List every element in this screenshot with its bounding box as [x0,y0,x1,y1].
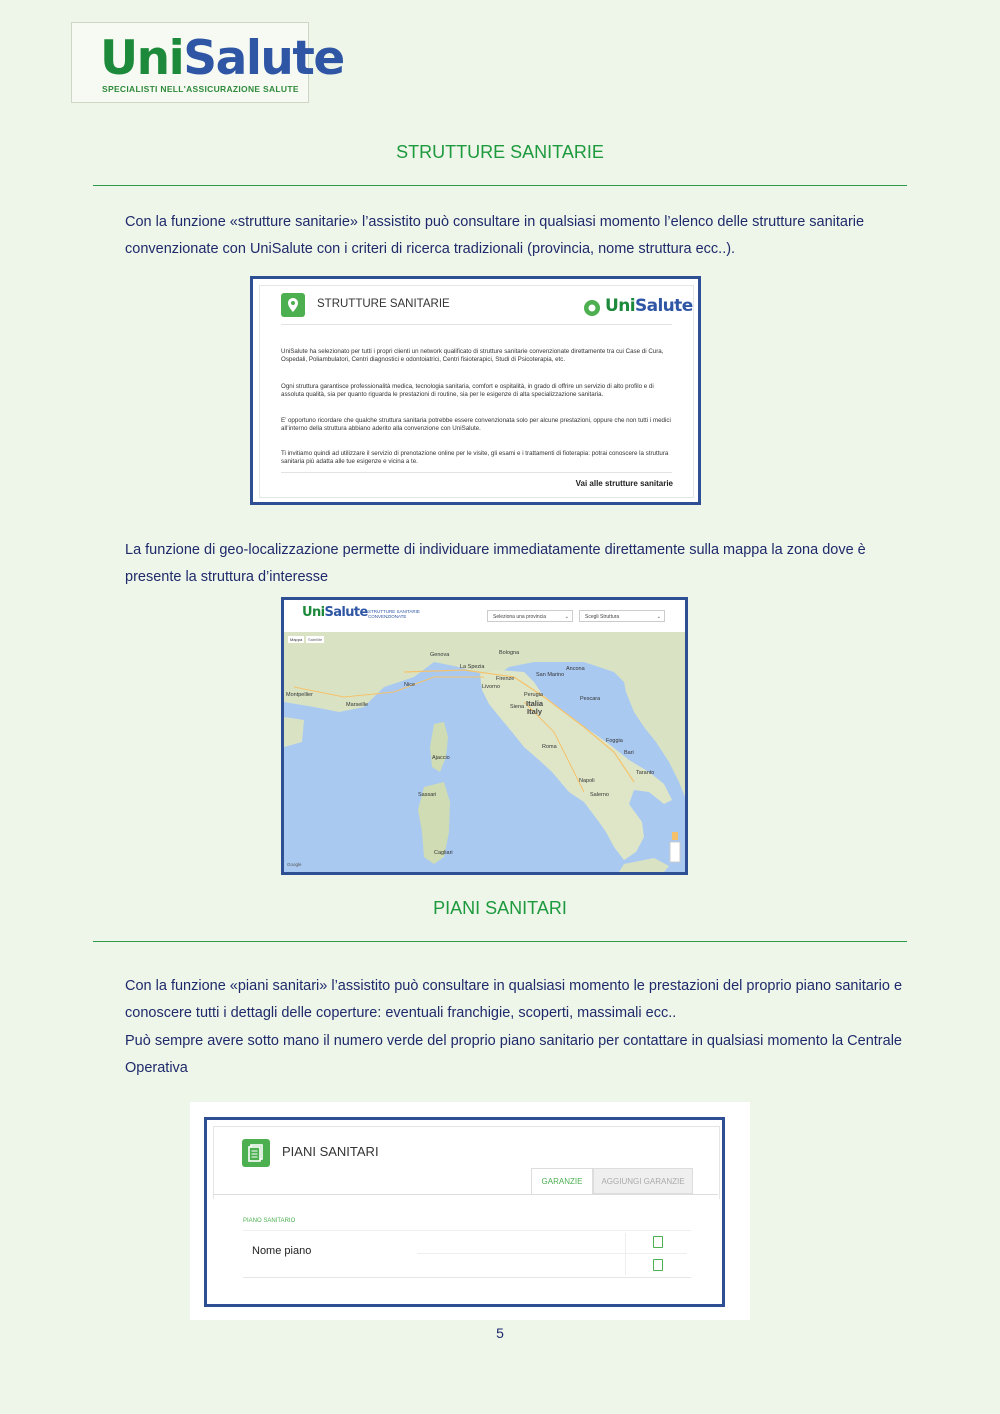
card-text-2: Ogni struttura garantisce professionalità medica, tecnologia sanitaria, comfort e ospitalità, in grado di offrire un servizio di alto profilo e di assoluta qualità, sia per quanto riguarda le prestazioni di routine, sia per le esigenze di alta specializzazione sanitaria. [281,383,654,398]
structure-select[interactable] [579,610,665,622]
structure-select-label: Scegli Struttura [585,614,620,620]
province-select[interactable] [487,610,573,622]
card-text-3: E’ opportuno ricordare che qualche struttura sanitaria potrebbe essere convenzionata solo per alcune prestazioni, oppure che non tutti i medici all’interno della struttura abbiano aderito alla convenzione con UniSalute. [281,417,671,432]
card-divider [281,324,672,325]
logo-wordmark [100,31,344,86]
city-label: Livorno [482,684,501,690]
document-icon[interactable] [653,1259,663,1271]
card-text-1: UniSalute ha selezionato per tutti i propri clienti un network qualificato di strutture sanitarie convenzionate direttamente tra cui Case di Cura, Ospedali, Poliambulatori, Centri diagnostici e odontoiatrici, Centri fisioterapici, Studi di Psicoterapia, etc. [281,348,664,363]
logo-word-uni: Uni [100,31,184,86]
city-label: Bologna [499,650,520,656]
tab-aggiungi-garanzie[interactable]: AGGIUNGI GARANZIE [593,1168,693,1194]
city-label: Taranto [636,770,655,776]
strutture-screenshot [250,276,701,505]
city-label: Pescara [580,696,601,702]
page-number: 5 [496,1325,504,1341]
tab-map[interactable]: Mappa [290,637,303,642]
city-label: Marseille [346,702,369,708]
map-screenshot [281,597,688,875]
row-divider [243,1230,691,1231]
country-label [526,700,543,716]
card-divider-bottom [281,472,672,473]
document-icon[interactable] [653,1236,663,1248]
piani-paragraph-1: Con la funzione «piani sanitari» l’assistito può consultare in qualsiasi momento le prestazioni del proprio piano sanitario e conoscere tutti i dettagli delle coperture: eventuali franchigie, scoperti, massimali ecc.. [125,978,903,1021]
piani-paragraph-2: Può sempre avere sotto mano il numero verde del proprio piano sanitario per contattare in qualsiasi momento la Centrale Operativa [125,1033,902,1076]
card-text-4: Ti invitiamo quindi ad utilizzare il servizio di prenotazione online per le visite, gli esami e i trattamenti di fioterapia: potrai conoscere la struttura sanitaria più adatta alle tue esigenze e vicina a te. [281,450,669,465]
company-logo [71,22,344,103]
section-title-strutture: STRUTTURE SANITARIE [396,142,604,162]
card-logo-salute: Salute [634,296,693,316]
google-attribution: Google [287,862,302,867]
logo-word-salute: Salute [183,31,344,86]
tab-satellite[interactable]: Satellite [308,637,323,642]
section-title-piani: PIANI SANITARI [433,898,567,918]
map-logo-uni: Uni [302,605,325,620]
piani-card-title: PIANI SANITARI [282,1144,379,1159]
map-subtitle [368,609,420,619]
country-label-it: Italia [526,699,544,708]
city-label: Roma [542,744,557,750]
vai-strutture-link[interactable]: Vai alle strutture sanitarie [575,479,673,488]
strutture-card [259,285,694,498]
chevron-down-icon: ⌄ [656,614,661,620]
city-label: Bari [624,750,634,756]
tabs-baseline [213,1194,718,1195]
map-subtitle-line1: STRUTTURE SANITARIE [368,609,420,614]
map-logo [302,605,368,620]
divider [93,185,907,186]
city-label: Nice [404,682,416,688]
city-label: Perugia [524,692,543,698]
chevron-down-icon: ⌄ [564,614,569,620]
row-label: Nome piano [252,1245,312,1257]
column-label: PIANO SANITARIO [243,1218,296,1224]
map-view[interactable] [284,632,685,872]
piani-screenshot [204,1117,725,1307]
card-logo [605,296,693,316]
city-label: Napoli [579,778,595,784]
city-label: Sassari [418,792,437,798]
city-label: Firenze [496,676,515,682]
row-divider [243,1277,691,1278]
city-label: Montpellier [286,692,313,698]
map-pin-icon [281,293,305,317]
map-logo-salute: Salute [324,605,368,620]
country-label-en: Italy [527,707,543,716]
city-label: Ajaccio [432,755,450,761]
strutture-paragraph: Con la funzione «strutture sanitarie» l’assistito può consultare in qualsiasi momento l’elenco delle strutture sanitarie convenzionate con UniSalute con i criteri di ricerca tradizionali (provincia, nome struttura ecc..). [125,214,865,257]
city-label: Cagliari [434,850,453,856]
city-label: Genova [430,652,450,658]
card-title: STRUTTURE SANITARIE [317,298,450,310]
column-divider [625,1233,626,1275]
city-label: Ancona [566,666,585,672]
city-label: La Spezia [460,664,485,670]
province-select-label: Seleziona una provincia [493,614,547,620]
document-icon [242,1139,270,1167]
city-label: Salerno [590,792,609,798]
tab-garanzie[interactable]: GARANZIE [531,1168,593,1194]
city-label: Foggia [606,738,623,744]
logo-ring-icon [583,299,601,317]
geo-paragraph: La funzione di geo-localizzazione permette di individuare immediatamente direttamente sulla mappa la zona dove è presente la struttura d’interesse [125,542,866,585]
logo-tagline: SPECIALISTI NELL'ASSICURAZIONE SALUTE [102,84,299,94]
city-label: Siena [510,704,525,710]
city-label: San Marino [536,672,565,678]
map-subtitle-line2: CONVENZIONATE [368,614,407,619]
card-logo-uni: Uni [605,296,635,316]
divider [93,941,907,942]
row-divider [417,1253,687,1254]
